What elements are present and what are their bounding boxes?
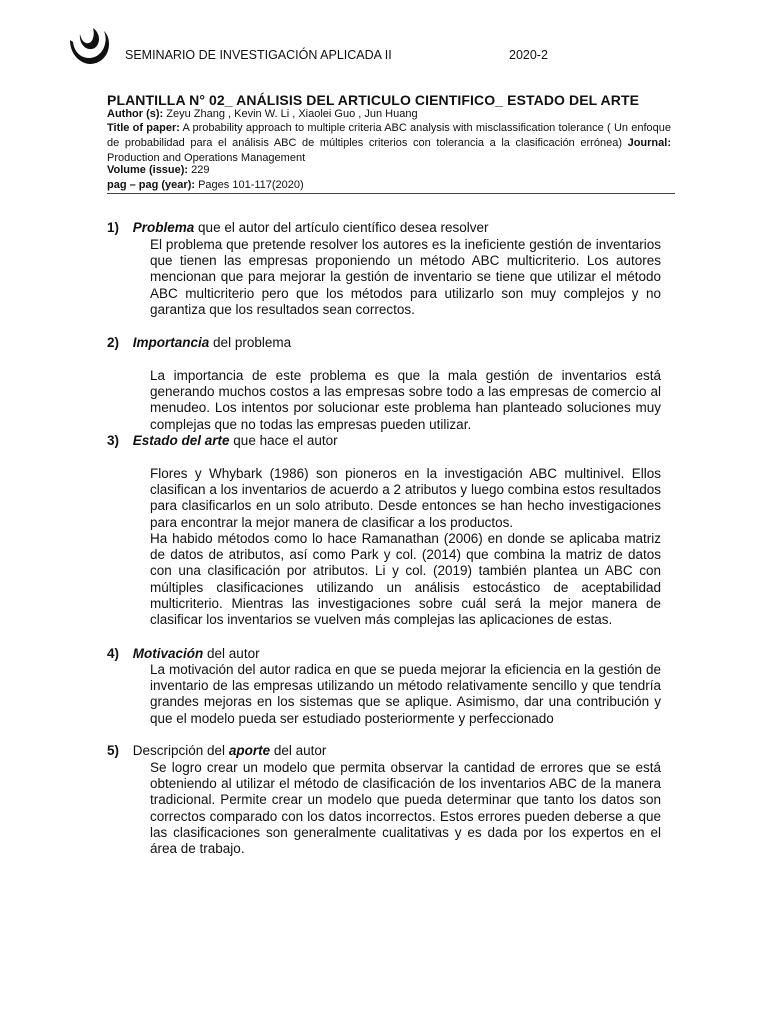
section-number: 4) [107, 646, 120, 661]
author-label: Author (s): [107, 108, 164, 120]
section-4-heading [107, 646, 260, 662]
section-2-paragraph: La importancia de este problema es que la mala gestión de inventarios está generando muchos costos a las empresas sobre todo a las empresas de comercio al menudeo. Los intentos por solucionar este problema han planteado soluciones muy complejas que no todas las empresas pueden utilizar. [150, 368, 661, 432]
section-1-heading [107, 220, 488, 236]
paper-title-label: Title of paper: [107, 122, 180, 134]
section-number: 2) [107, 335, 120, 350]
section-1-paragraph: El problema que pretende resolver los autores es la ineficiente gestión de inventarios que tienen las empresas proponiendo un método ABC multicriterio. Los autores mencionan que para mejorar la gestión de inventario se tiene que utilizar el método ABC multicriterio pero que los métodos para utilizarlo son muy complejos y no garantiza que los resultados sean correctos. [150, 237, 661, 317]
header-title: SEMINARIO DE INVESTIGACIÓN APLICADA II [125, 48, 392, 62]
section-2-heading [107, 335, 291, 351]
section-number: 3) [107, 433, 120, 448]
paper-title-value: A probability approach to multiple criteria ABC analysis with misclassification tolerance ( Un enfoque de probabilidad para el análisis ABC de múltiples criterios con tolerancia a la clasificación errónea) [107, 122, 672, 149]
volume-line [107, 163, 671, 178]
section-5-heading [107, 743, 326, 759]
section-4-paragraph: La motivación del autor radica en que se pueda mejorar la eficiencia en la gestión de inventario de las empresas utilizando un método relativamente sencillo y que tendría grandes mejoras en los sistemas que se aplique. Asimismo, dar una contribución y que el modelo pueda ser estudiado posteriormente y perfeccionado [150, 662, 661, 726]
author-value: Zeyu Zhang , Kevin W. Li , Xiaolei Guo , Jun Huang [166, 108, 418, 120]
section-heading-text: del autor [270, 743, 327, 758]
section-3-paragraph-1: Flores y Whybark (1986) son pioneros en la investigación ABC multinivel. Ellos clasifican a los inventarios de acuerdo a 2 atributos y luego combina estos resultados para clasificarlos en un solo atributo. Desde entonces se han hecho investigaciones para encontrar la mejor manera de clasificar a los productos. [150, 466, 661, 530]
section-keyword: aporte [228, 743, 271, 758]
pages-value: Pages 101-117(2020) [198, 179, 304, 191]
section-keyword: Problema [132, 220, 195, 235]
document-title: PLANTILLA N° 02_ ANÁLISIS DEL ARTICULO CIENTIFICO_ ESTADO DEL ARTE [107, 92, 640, 108]
pages-label: pag – pag (year): [107, 179, 196, 191]
author-line [107, 107, 671, 122]
volume-label: Volume (issue): [107, 164, 189, 176]
header-divider [107, 193, 675, 194]
section-keyword: Estado del arte [132, 433, 230, 448]
volume-value: 229 [191, 164, 210, 176]
section-number: 1) [107, 220, 120, 235]
section-heading-prefix: Descripción del [132, 743, 229, 758]
pages-line [107, 178, 671, 193]
section-3-heading [107, 433, 338, 449]
section-keyword: Importancia [132, 335, 210, 350]
journal-label: Journal: [627, 137, 671, 149]
paper-title-block [107, 121, 671, 166]
section-heading-text: del problema [209, 335, 292, 350]
section-number: 5) [107, 743, 120, 758]
section-5-paragraph: Se logro crear un modelo que permita observar la cantidad de errores que se está obteniendo al utilizar el método de clasificación de los inventarios ABC de la manera tradicional. Permite crear un modelo que pueda determinar que tanto los datos son correctos comparado con los datos incorrectos. Estos errores pueden deberse a que las clasificaciones son generalmente cualitativas y es dada por los expertos en el área de trabajo. [150, 760, 661, 857]
header-year: 2020-2 [509, 48, 548, 62]
section-3-paragraph-2: Ha habido métodos como lo hace Ramanathan (2006) en donde se aplicaba matriz de datos de atributos, así como Park y col. (2014) que combina la matriz de datos con una clasificación por atributos. Li y col. (2019) también plantea un ABC con múltiples clasificaciones utilizando un análisis estocástico de aceptabilidad multicriterio. Mientras las investigaciones sobre cuál será la mejor manera de clasificar los inventarios se vuelven más complejas las aplicaciones de estas. [150, 531, 661, 628]
journal-value: Production and Operations Management [107, 152, 306, 164]
section-heading-text: del autor [203, 646, 260, 661]
section-heading-text: que el autor del artículo científico desea resolver [194, 220, 489, 235]
university-logo-icon [66, 26, 112, 66]
section-heading-text: que hace el autor [229, 433, 338, 448]
section-keyword: Motivación [132, 646, 204, 661]
